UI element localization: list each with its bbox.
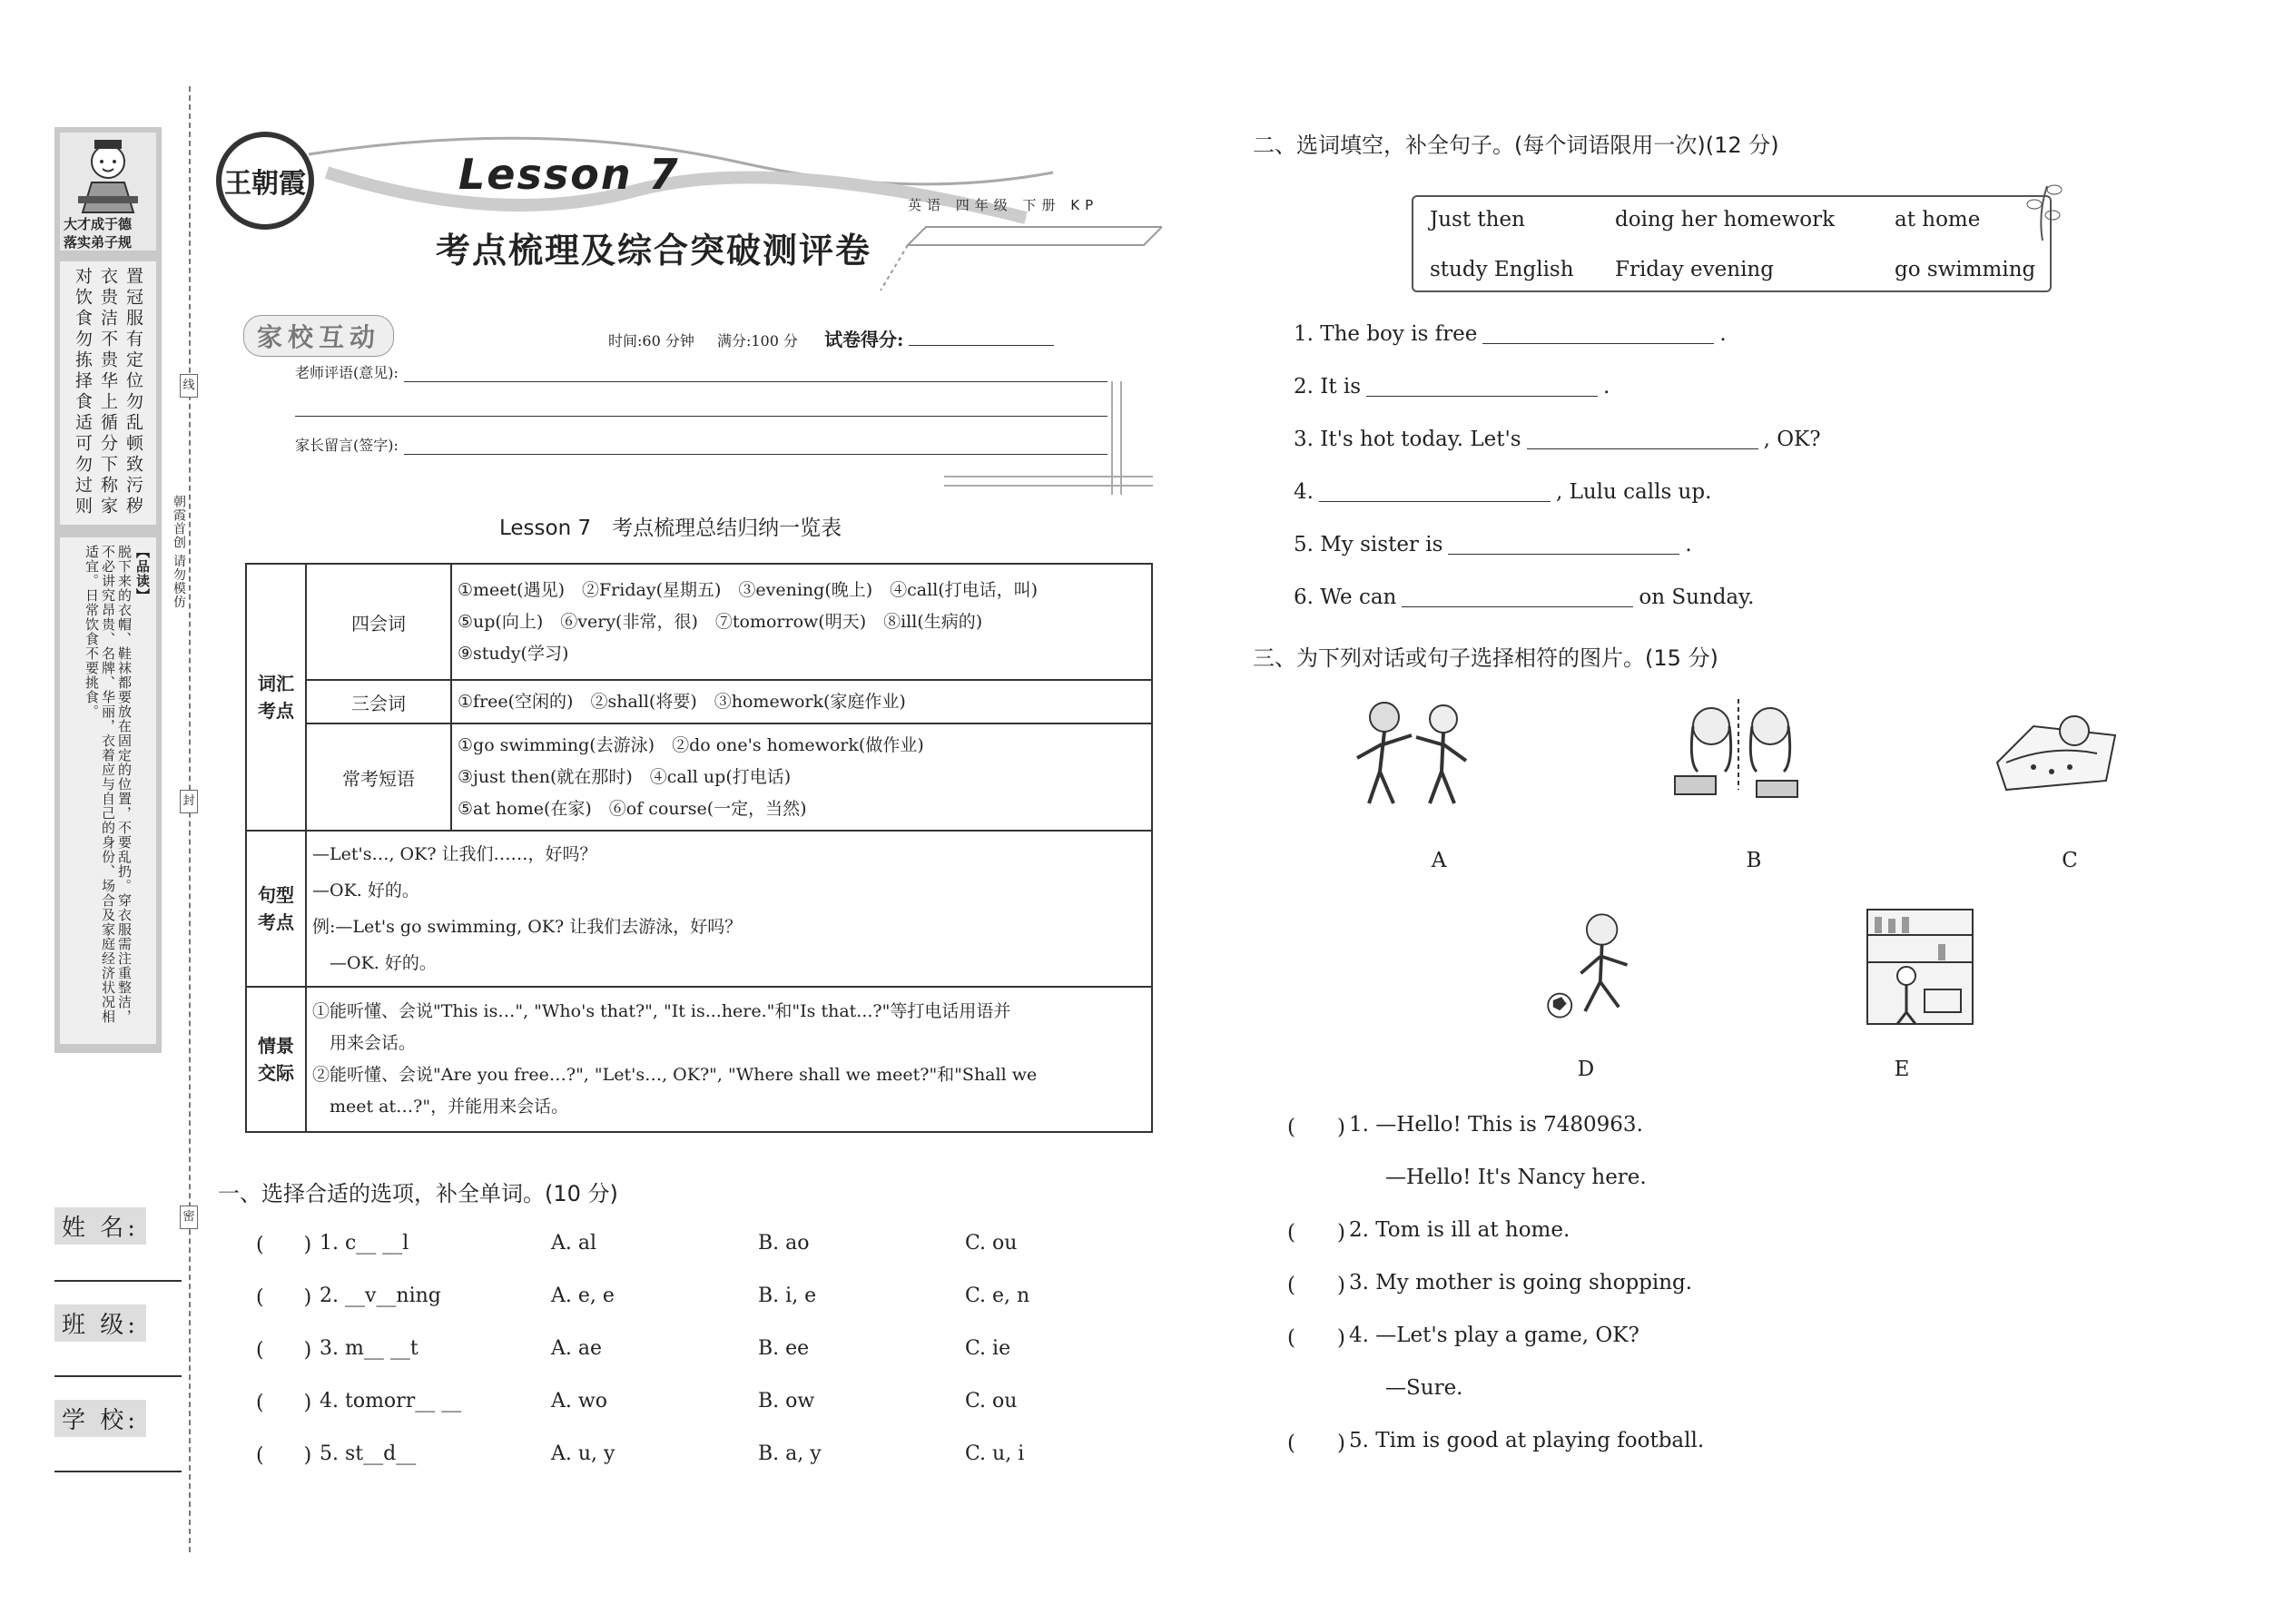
summary-title: Lesson 7 考点梳理总结归纳一览表 xyxy=(499,517,842,540)
sentence-category: 句型考点 xyxy=(246,831,306,987)
sentence-cell xyxy=(306,831,1152,987)
three-skill-line: ①free(空闲的) ②shall(将要) ③homework(家庭作业) xyxy=(458,691,906,712)
sentence-pre: 3. It's hot today. Let's xyxy=(1294,428,1521,451)
side-panel xyxy=(54,127,162,1053)
dialog-text: 3. My mother is going shopping. xyxy=(1349,1271,1693,1294)
answer-paren[interactable]: ( ) xyxy=(256,1285,312,1309)
word-bank-item: go swimming xyxy=(1895,258,2036,281)
class-field[interactable] xyxy=(54,1375,182,1377)
answer-paren[interactable]: ( ) xyxy=(1287,1115,1345,1139)
picture-c-ill-in-bed-icon xyxy=(1988,690,2124,808)
name-label: 姓 名: xyxy=(54,1207,146,1245)
option-a: A. e, e xyxy=(551,1284,615,1307)
score-field[interactable] xyxy=(909,345,1054,346)
dialog-row xyxy=(1287,1204,1704,1256)
option-a: A. wo xyxy=(551,1389,607,1412)
four-skill-label: 四会词 xyxy=(306,564,451,680)
part2-sentences xyxy=(1294,308,1821,624)
picture-label: D xyxy=(1577,1058,1595,1081)
phrases-cell xyxy=(451,723,1152,831)
word-bank xyxy=(1412,195,2052,292)
picture-a-kids-playing-icon xyxy=(1344,690,1480,808)
mascot-badge xyxy=(60,133,156,251)
sentence-pre: 1. The boy is free xyxy=(1294,322,1478,346)
question-row xyxy=(256,1216,1172,1269)
situation-line: ①能听懂、会说"This is…", "Who's that?", "It is...here."和"Is that...?"等打电话用语并 xyxy=(312,1001,1011,1021)
fill-blank-row xyxy=(1294,308,1821,360)
sentence-line: —Let's…, OK? 让我们……，好吗？ xyxy=(312,844,597,864)
full-score-text: 满分:100 分 xyxy=(716,332,798,349)
question-text: 2. __v__ning xyxy=(320,1284,441,1307)
part3-heading: 三、为下列对话或句子选择相符的图片。(15 分) xyxy=(1253,645,1718,671)
phrase-line: ①go swimming(去游泳) ②do one's homework(做作业) xyxy=(458,734,924,755)
word-bank-item: Friday evening xyxy=(1615,258,1774,281)
sentence-post: . xyxy=(1603,375,1610,399)
seal-mark: 密 xyxy=(180,1206,198,1229)
reading-text: 脱下来的衣帽、鞋袜都要放在固定的位置，不要乱扔。穿衣服需注重整洁，不必讲究昂贵、名牌、华丽，衣着应与自己的身份、场合及家庭经济状况相适宜。日常饮食不要挑食。 xyxy=(84,545,133,1024)
answer-paren[interactable]: ( ) xyxy=(256,1391,312,1414)
blank-field[interactable] xyxy=(1448,535,1679,555)
word-bank-item: doing her homework xyxy=(1615,208,1836,231)
fill-blank-row xyxy=(1294,571,1821,624)
summary-table xyxy=(245,563,1153,1133)
question-text: 1. c__ __l xyxy=(320,1231,409,1255)
picture-b-phone-call-icon xyxy=(1670,690,1807,808)
part1-questions xyxy=(256,1216,1172,1480)
picture-label: A xyxy=(1431,849,1447,872)
answer-paren[interactable]: ( ) xyxy=(1287,1431,1345,1455)
picture-e-shopping-icon xyxy=(1852,908,1988,1026)
four-skill-line: ⑨study(学习) xyxy=(458,643,569,664)
dialog-text: 5. Tim is good at playing football. xyxy=(1349,1429,1705,1452)
dialog-text: —Sure. xyxy=(1385,1376,1463,1400)
word-bank-item: at home xyxy=(1895,208,1981,231)
blank-field[interactable] xyxy=(1527,429,1758,449)
question-text: 5. st__d__ xyxy=(320,1442,417,1465)
school-field[interactable] xyxy=(54,1471,182,1472)
dialog-row xyxy=(1287,1309,1704,1362)
sentence-post: . xyxy=(1685,533,1692,556)
blank-field[interactable] xyxy=(1402,587,1633,607)
question-row xyxy=(256,1427,1172,1480)
answer-paren[interactable]: ( ) xyxy=(1287,1325,1345,1350)
part3-items xyxy=(1287,1098,1704,1467)
fill-blank-row xyxy=(1294,518,1821,571)
poem-col: 对饮食勿拣择食适可勿过则 xyxy=(73,267,93,517)
sentence-line: —OK. 好的。 xyxy=(312,881,419,901)
option-c: C. ou xyxy=(965,1231,1018,1255)
teacher-comment-field[interactable] xyxy=(404,366,1108,382)
vocab-category: 词汇考点 xyxy=(246,564,306,831)
fill-blank-row xyxy=(1294,413,1821,466)
corner-grid-decoration xyxy=(926,381,1162,499)
answer-paren[interactable]: ( ) xyxy=(256,1338,312,1362)
option-b: B. i, e xyxy=(758,1284,817,1307)
question-text: 4. tomorr__ __ xyxy=(320,1389,462,1412)
brand-logo xyxy=(216,132,314,230)
fill-blank-row xyxy=(1294,466,1821,518)
score-label: 试卷得分: xyxy=(824,329,904,350)
teacher-comment-label: 老师评语(意见): xyxy=(295,364,399,381)
option-b: B. ee xyxy=(758,1336,810,1360)
phrases-label: 常考短语 xyxy=(306,723,451,831)
sentence-pre: 2. It is xyxy=(1294,375,1362,399)
home-school-badge: 家校互动 xyxy=(243,315,394,357)
question-row xyxy=(256,1322,1172,1374)
option-b: B. ow xyxy=(758,1389,815,1412)
sentence-post: on Sunday. xyxy=(1639,586,1755,609)
dialog-row xyxy=(1287,1098,1704,1151)
situation-line: ②能听懂、会说"Are you free…?", "Let's…, OK?", "Where shall we meet?"和"Shall we xyxy=(312,1065,1038,1085)
picture-label: C xyxy=(2062,849,2078,872)
picture-d-football-icon xyxy=(1530,906,1666,1024)
answer-paren[interactable]: ( ) xyxy=(1287,1273,1345,1297)
name-field[interactable] xyxy=(54,1280,182,1282)
situation-line: meet at…?"，并能用来会话。 xyxy=(312,1097,569,1117)
motto-line-1: 大才成于德 xyxy=(64,216,133,232)
sentence-line: 例:—Let's go swimming, OK? 让我们去游泳，好吗？ xyxy=(312,917,743,937)
lesson-title: Lesson 7 xyxy=(458,150,680,199)
dialog-row xyxy=(1287,1362,1704,1414)
dialog-text: 1. —Hello! This is 7480963. xyxy=(1349,1113,1643,1137)
motto-line-2: 落实弟子规 xyxy=(64,234,133,251)
sentence-line: —OK. 好的。 xyxy=(312,953,437,973)
option-a: A. ae xyxy=(551,1336,603,1360)
option-b: B. a, y xyxy=(758,1442,822,1465)
four-skill-cell xyxy=(451,564,1152,680)
poem-col: 置冠服有定位勿乱顿致污秽 xyxy=(123,267,143,517)
dialog-text: —Hello! It's Nancy here. xyxy=(1385,1166,1647,1189)
question-row xyxy=(256,1374,1172,1427)
answer-paren[interactable]: ( ) xyxy=(1287,1220,1345,1245)
meta-tags: 英语 四年级 下册 KP xyxy=(908,197,1099,213)
leaf-decoration-icon xyxy=(2020,177,2065,241)
four-skill-line: ⑤up(向上) ⑥very(非常，很) ⑦tomorrow(明天) ⑧ill(生病的) xyxy=(458,611,983,632)
three-skill-cell xyxy=(451,680,1152,723)
option-b: B. ao xyxy=(758,1231,810,1255)
scholar-figure-icon xyxy=(60,133,156,214)
question-row xyxy=(256,1269,1172,1322)
word-bank-item: study English xyxy=(1430,258,1574,281)
sentence-post: , OK? xyxy=(1763,428,1821,451)
logo-text: 王朝霞 xyxy=(224,168,306,200)
option-c: C. ie xyxy=(965,1336,1011,1360)
fill-blank-row xyxy=(1294,360,1821,413)
blank-field[interactable] xyxy=(1366,377,1598,397)
situation-category: 情景交际 xyxy=(246,987,306,1132)
reading-title: 【品读】 xyxy=(134,545,151,603)
option-c: C. u, i xyxy=(965,1442,1025,1465)
sentence-post: . xyxy=(1719,322,1727,346)
sentence-post: , Lulu calls up. xyxy=(1555,480,1712,504)
seal-mark: 封 xyxy=(180,790,198,813)
seal-mark: 线 xyxy=(180,374,198,398)
three-skill-label: 三会词 xyxy=(306,680,451,723)
situation-cell xyxy=(306,987,1152,1132)
time-score-line xyxy=(608,325,1054,351)
answer-paren[interactable]: ( ) xyxy=(256,1233,312,1256)
blank-field[interactable] xyxy=(1319,482,1551,502)
teacher-comment-row xyxy=(295,361,1108,382)
sentence-pre: 6. We can xyxy=(1294,586,1397,609)
dialog-text: 2. Tom is ill at home. xyxy=(1349,1218,1570,1242)
reading-note xyxy=(60,537,156,1044)
option-c: C. ou xyxy=(965,1389,1018,1412)
copyright-note: 朝霞首创 请勿模仿 xyxy=(172,495,186,609)
binding-dashed-line xyxy=(189,86,191,1552)
dialog-text: 4. —Let's play a game, OK? xyxy=(1349,1324,1639,1347)
dialog-row xyxy=(1287,1256,1704,1309)
situation-line: 用来会话。 xyxy=(312,1033,417,1053)
four-skill-line: ①meet(遇见) ②Friday(星期五) ③evening(晚上) ④call(打电话，叫) xyxy=(458,579,1039,600)
part1-heading: 一、选择合适的选项，补全单词。(10 分) xyxy=(218,1181,618,1206)
paper-title: 考点梳理及综合突破测评卷 xyxy=(436,230,872,271)
class-label: 班 级: xyxy=(54,1304,146,1342)
school-label: 学 校: xyxy=(54,1400,146,1437)
dialog-row xyxy=(1287,1151,1704,1204)
parent-comment-label: 家长留言(签字): xyxy=(295,437,399,454)
blank-field[interactable] xyxy=(1482,324,1714,344)
di-zi-gui-poem xyxy=(60,261,156,525)
dialog-row xyxy=(1287,1414,1704,1467)
option-a: A. u, y xyxy=(551,1442,615,1465)
time-text: 时间:60 分钟 xyxy=(608,332,694,349)
sentence-pre: 4. xyxy=(1294,480,1314,504)
answer-paren[interactable]: ( ) xyxy=(256,1443,312,1467)
part2-heading: 二、选词填空，补全句子。(每个词语限用一次)(12 分) xyxy=(1253,133,1779,158)
phrase-line: ③just then(就在那时) ④call up(打电话) xyxy=(458,766,792,787)
picture-label: B xyxy=(1746,849,1762,872)
phrase-line: ⑤at home(在家) ⑥of course(一定，当然) xyxy=(458,798,807,819)
sentence-pre: 5. My sister is xyxy=(1294,533,1443,556)
word-bank-item: Just then xyxy=(1430,208,1525,231)
option-c: C. e, n xyxy=(965,1284,1030,1307)
question-text: 3. m__ __t xyxy=(320,1336,418,1360)
picture-label: E xyxy=(1894,1058,1910,1081)
poem-col: 衣贵洁不贵华上循分下称家 xyxy=(98,267,118,517)
option-a: A. al xyxy=(551,1231,597,1255)
